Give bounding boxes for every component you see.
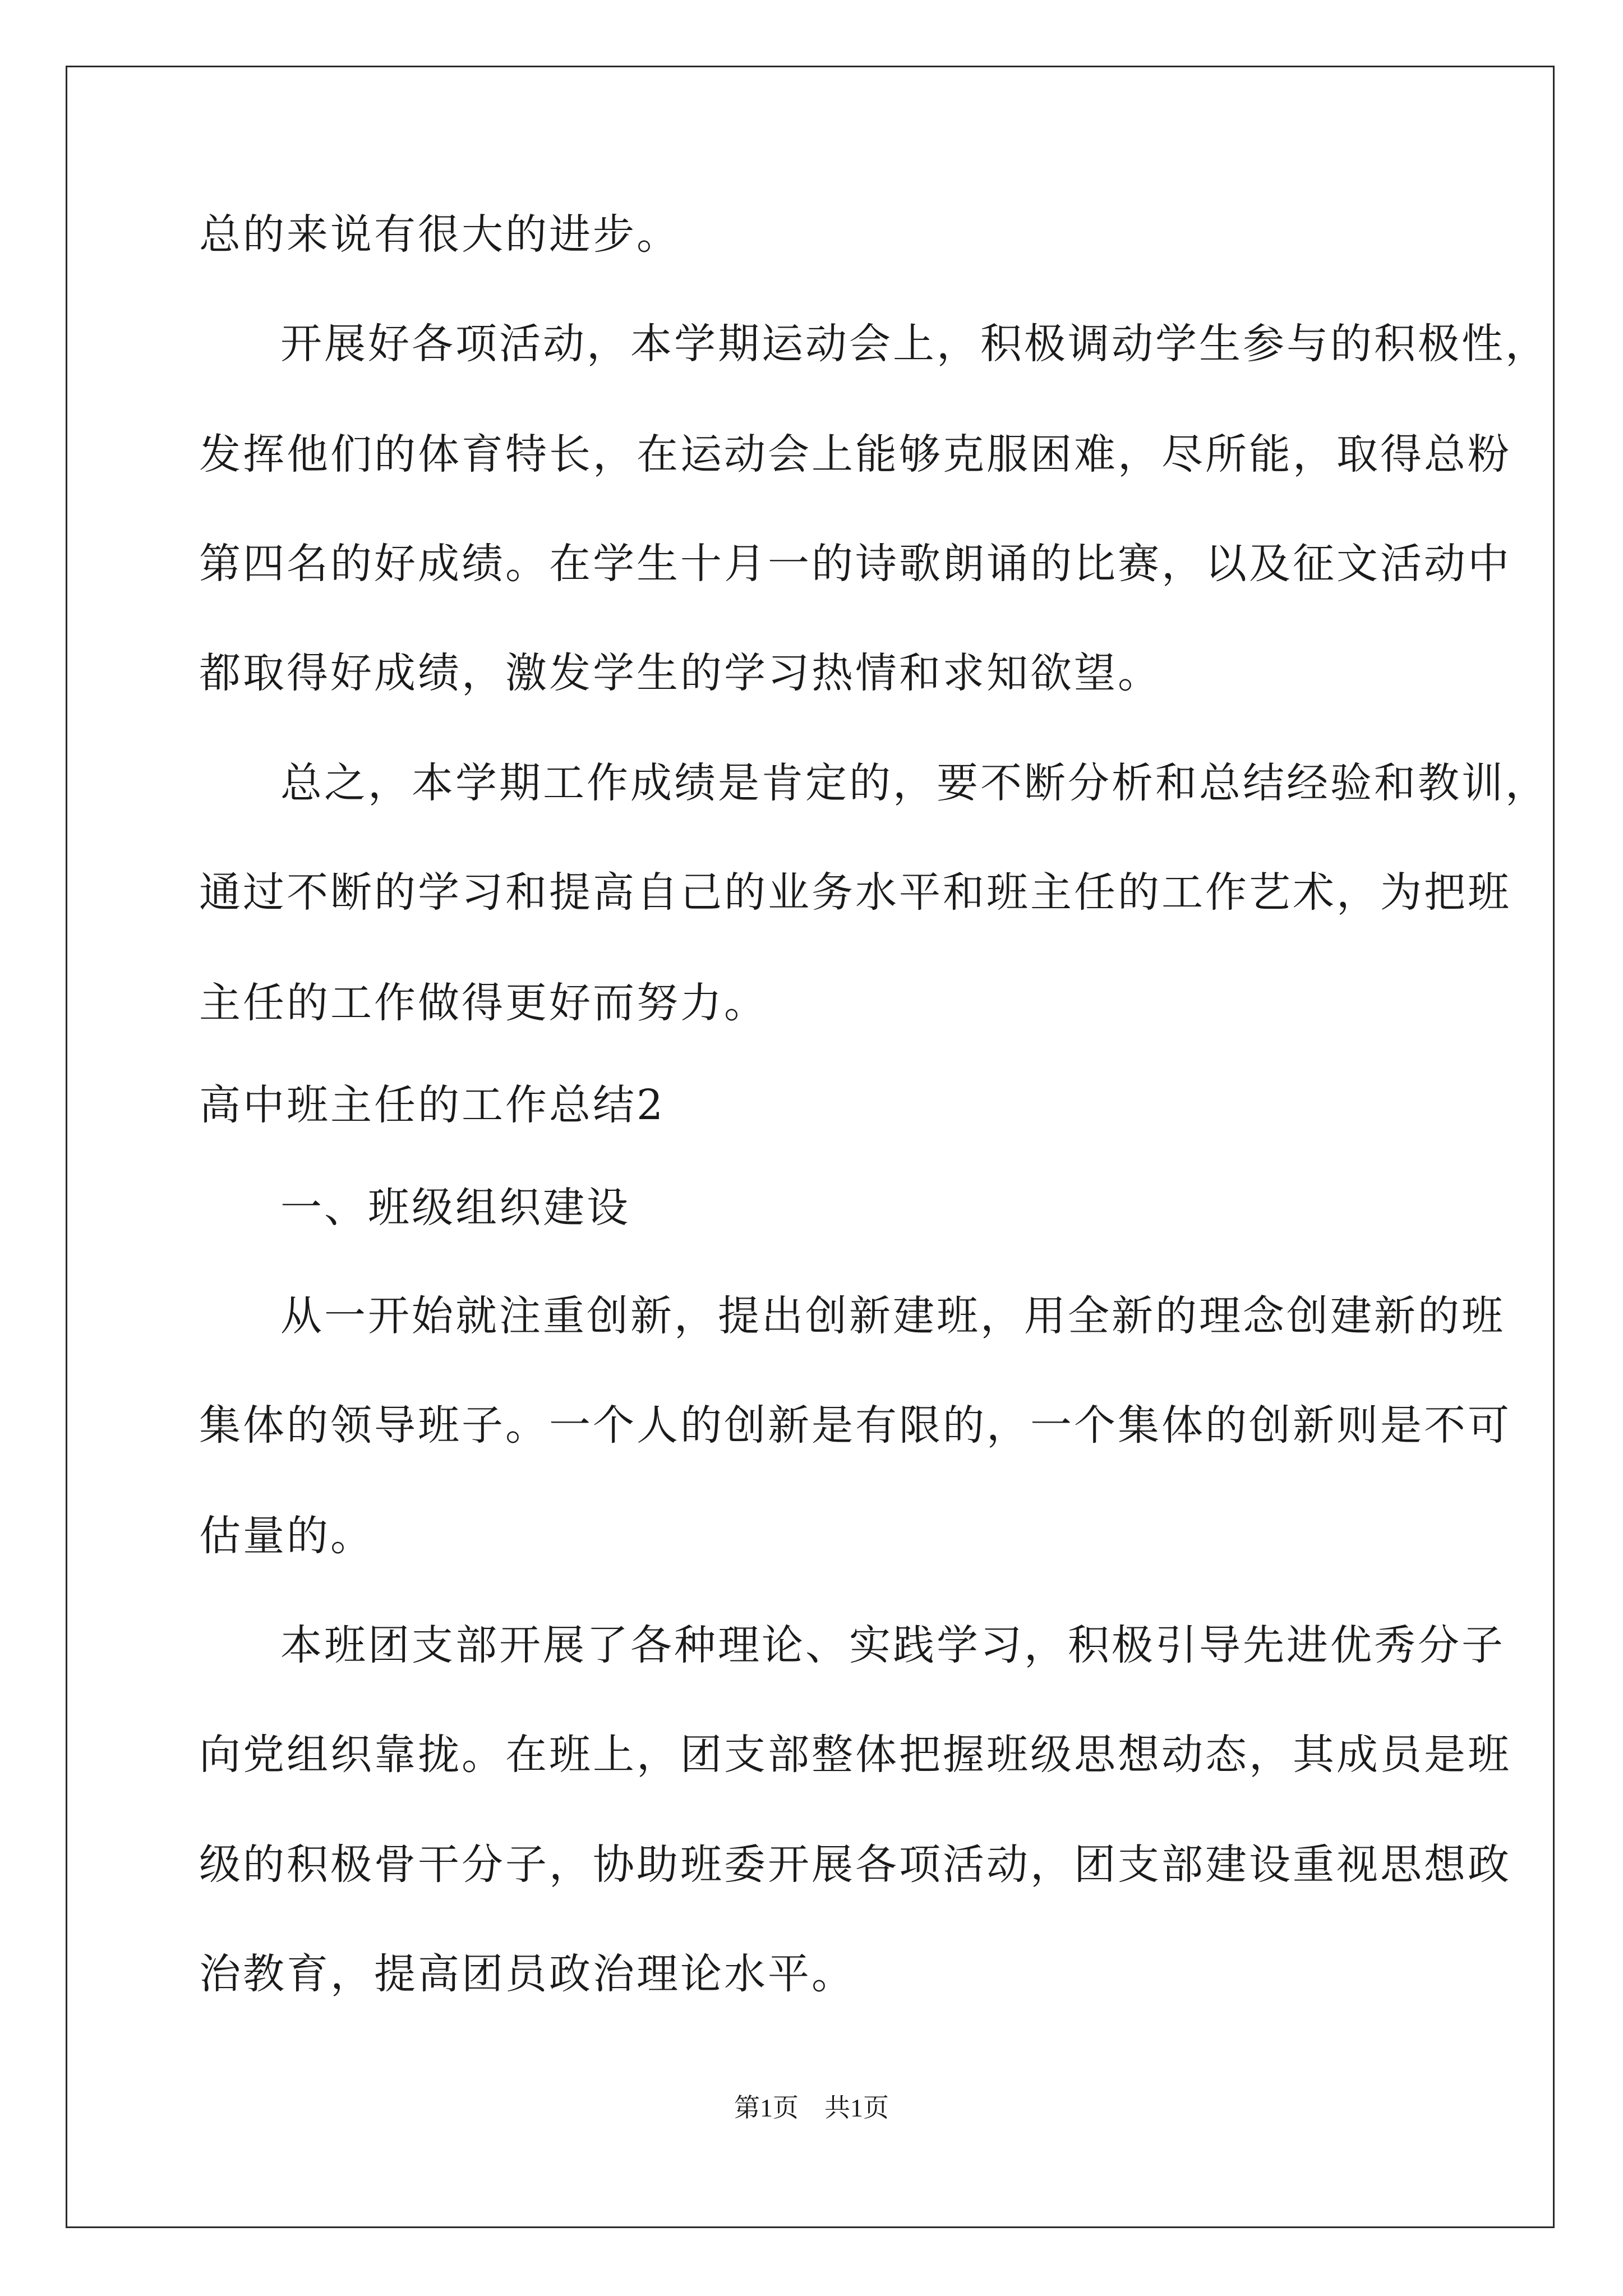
body-text-line: 第四名的好成绩。在学生十月一的诗歌朗诵的比赛，以及征文活动中 (199, 540, 1511, 588)
body-text-line: 级的积极骨干分子，协助班委开展各项活动，团支部建设重视思想政 (199, 1841, 1511, 1889)
body-text-line: 主任的工作做得更好而努力。 (199, 979, 768, 1027)
body-text-line: 总的来说有很大的进步。 (199, 210, 680, 259)
body-text-line: 集体的领导班子。一个人的创新是有限的，一个集体的创新则是不可 (199, 1401, 1511, 1450)
body-text-line: 都取得好成绩，激发学生的学习热情和求知欲望。 (199, 649, 1161, 697)
page-border (66, 66, 1555, 2228)
body-text-line: 发挥他们的体育特长，在运动会上能够克服困难，尽所能，取得总粉 (199, 430, 1511, 478)
paragraph-first-line: 本班团支部开展了各种理论、实践学习，积极引导先进优秀分子 (280, 1621, 1505, 1669)
body-text-line: 估量的。 (199, 1512, 374, 1560)
paragraph-first-line: 总之，本学期工作成绩是肯定的，要不断分析和总结经验和教训， (280, 759, 1549, 807)
page-number-footer: 第1页 共1页 (734, 2093, 889, 2122)
section-title: 高中班主任的工作总结2 (199, 1081, 666, 1129)
body-text-line: 向党组织靠拢。在班上，团支部整体把握班级思想动态，其成员是班 (199, 1731, 1511, 1779)
body-text-line: 治教育，提高团员政治理论水平。 (199, 1950, 855, 1998)
paragraph-first-line: 开展好各项活动，本学期运动会上，积极调动学生参与的积极性， (280, 320, 1549, 368)
body-text-line: 通过不断的学习和提高自己的业务水平和班主任的工作艺术，为把班 (199, 868, 1511, 917)
paragraph-first-line: 从一开始就注重创新，提出创新建班，用全新的理念创建新的班 (280, 1292, 1505, 1340)
subsection-heading: 一、班级组织建设 (280, 1184, 630, 1232)
